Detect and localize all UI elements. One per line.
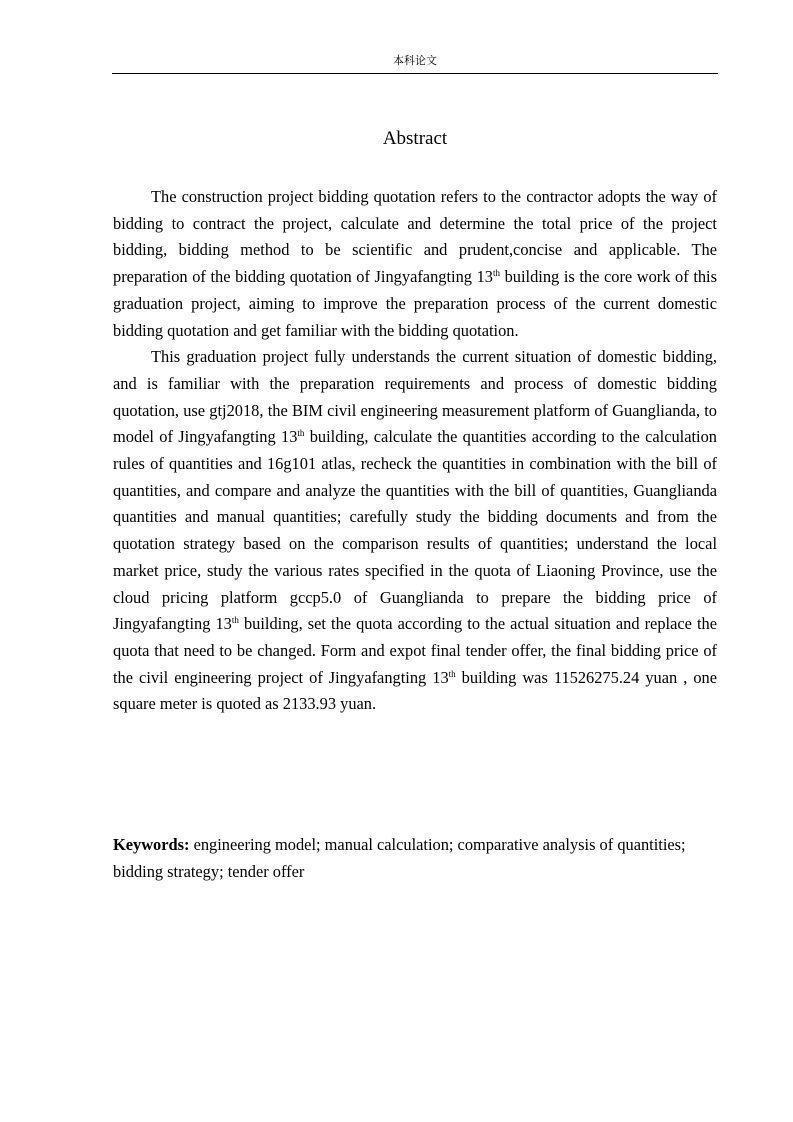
header-rule bbox=[112, 73, 718, 74]
abstract-paragraph-2 bbox=[113, 344, 717, 718]
superscript-th: th bbox=[448, 668, 456, 679]
superscript-th: th bbox=[231, 615, 239, 626]
abstract-p2-text-2: building, calculate the quantities according to the calculation rules of quantities and 16g101 atlas, recheck the quantities in combination with the bill of quantities, and compare and analyze the quantities with the bill of quantities, Guanglianda quantities and manual quantities; carefully study the bidding documents and from the quotation strategy based on the comparison results of quantities; understand the local market price, study the various rates specified in the quota of Liaoning Province, use the cloud pricing platform gccp5.0 of Guanglianda to prepare the bidding price of Jingyafangting 13 bbox=[113, 427, 717, 634]
abstract-title: Abstract bbox=[382, 128, 448, 149]
abstract-body bbox=[113, 184, 717, 718]
keywords-text: engineering model; manual calculation; comparative analysis of quantities; bidding strategy; tender offer bbox=[113, 835, 686, 881]
superscript-th: th bbox=[297, 428, 305, 439]
abstract-p2-text-4: building was 11526275.24 yuan , one square meter is quoted as 2133.93 yuan. bbox=[113, 667, 717, 714]
abstract-paragraph-1 bbox=[113, 184, 717, 344]
abstract-p2-text-1: This graduation project fully understands the current situation of domestic bidding, and is familiar with the preparation requirements and process of domestic bidding quotation, use gtj2018, the BIM civil engineering measurement platform of Guanglianda, to model of Jingyafangting 13 bbox=[113, 347, 717, 447]
abstract-p2-text-3: building, set the quota according to the actual situation and replace the quota that need to be changed. Form and expot final tender offer, the final bidding price of the civil engineering project of Jingyafangting 13 bbox=[113, 614, 717, 687]
superscript-th: th bbox=[492, 268, 500, 279]
abstract-p1-text-2: building is the core work of this graduation project, aiming to improve the preparation process of the current domestic bidding quotation and get familiar with the bidding quotation. bbox=[113, 267, 717, 340]
keywords-label: Keywords: bbox=[113, 835, 190, 854]
page-header: 本科论文 bbox=[393, 54, 437, 67]
keywords bbox=[113, 831, 717, 885]
abstract-p1-text-1: The construction project bidding quotation refers to the contractor adopts the way of bidding to contract the project, calculate and determine the total price of the project bidding, bidding method to be scientific and prudent,concise and applicable. The preparation of the bidding quotation of Jingyafangting 13 bbox=[113, 187, 717, 287]
